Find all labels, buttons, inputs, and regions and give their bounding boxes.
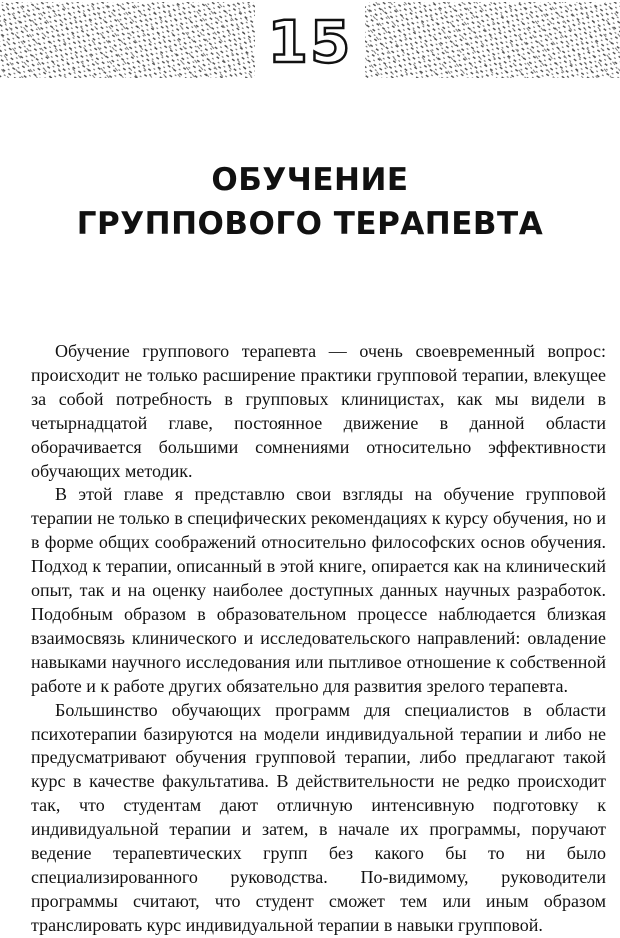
chapter-title — [0, 158, 620, 246]
chapter-body — [31, 340, 606, 938]
chapter-title-line-1: ОБУЧЕНИЕ — [211, 162, 409, 198]
paragraph-2: В этой главе я представлю свои взгляды на обучение групповой терапии не только в специфических рекомендациях к курсу обучения, но и в форме общих соображений относительно философских основ обучения. Подход к терапии, описанный в этой книге, опирается как на клинический опыт, так и на оценку наиболее доступных данных научных разработок. Подобным образом в образовательном процессе наблюдается близкая взаимосвязь клинического и исследовательского направлений: овладение навыками научного исследования или пытливое отношение к собственной работе и к работе других обязательно для развития зрелого терапевта. — [31, 484, 606, 696]
chapter-title-line-2: ГРУППОВОГО ТЕРАПЕВТА — [76, 206, 544, 242]
paragraph-3: Большинство обучающих программ для специалистов в области психотерапии базируются на модели индивидуальной терапии и либо не предусматривают обучения групповой терапии, либо предлагают такой курс в качестве факультатива. В действительности не редко происходит так, что студентам дают отличную интенсивную подготовку к индивидуальной терапии и затем, в начале их программы, поручают ведение терапевтических групп без какого бы то ни было специализированного руководства. По-видимому, руководители программы считают, что студент сможет тем или иным образом транслировать курс индивидуальной терапии в навыки групповой. — [31, 699, 606, 935]
paragraph-1: Обучение группового терапевта — очень своевременный вопрос: происходит не только расширение практики групповой терапии, влекущее за собой потребность в групповых клиницистах, как мы видели в четырнадцатой главе, постоянное движение в данной области оборачивается большими сомнениями относительно эффективности обучающих методик. — [31, 341, 606, 481]
chapter-number: 15 — [267, 8, 353, 76]
